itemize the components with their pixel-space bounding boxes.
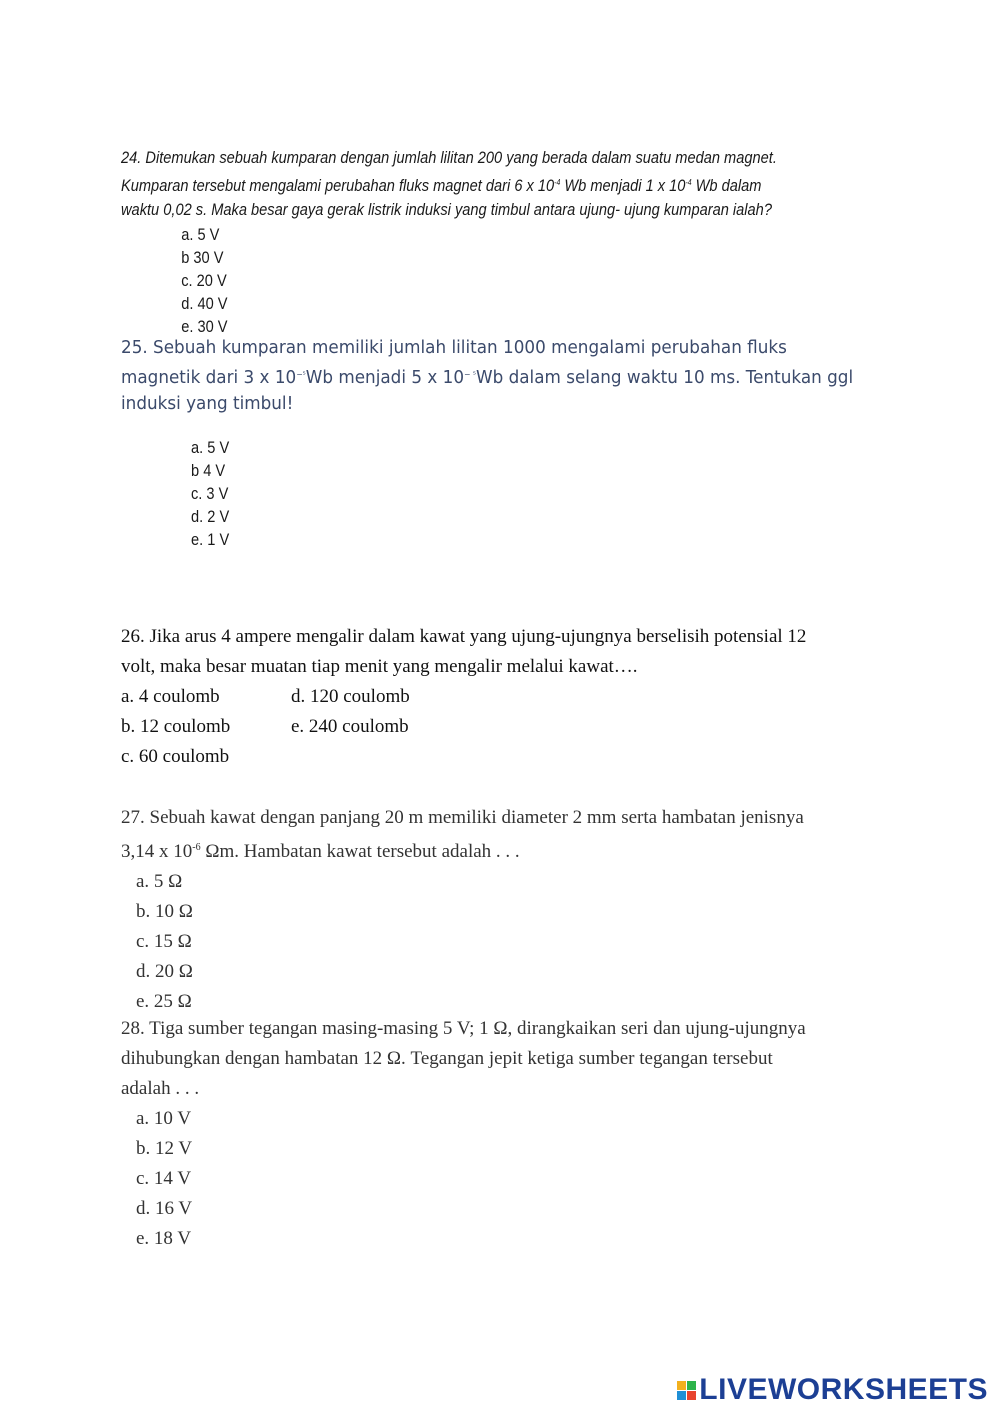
option-c[interactable]: c. 60 coulomb: [121, 746, 230, 767]
question-25-line-1: 25. Sebuah kumparan memiliki jumlah lilitan 1000 mengalami perubahan fluks: [121, 338, 787, 358]
option-a[interactable]: a. 4 coulomb: [121, 686, 220, 707]
question-26-option-row-1: [121, 682, 881, 712]
question-24-line-1: 24. Ditemukan sebuah kumparan dengan jumlah lilitan 200 yang berada dalam suatu medan magnet.: [121, 148, 777, 167]
option-b[interactable]: b 4 V: [191, 460, 226, 480]
question-24-stem: [121, 146, 777, 223]
option-a[interactable]: a. 5 V: [181, 224, 220, 244]
liveworksheets-logo-text: LIVEWORKSHEETS: [699, 1373, 988, 1406]
question-26-line-2: volt, maka besar muatan tiap menit yang mengalir melalui kawat….: [121, 656, 638, 677]
question-28: [121, 1014, 806, 1254]
option-d[interactable]: d. 120 coulomb: [291, 686, 410, 707]
question-27-options: [136, 867, 804, 1017]
option-c[interactable]: c. 15 Ω: [136, 931, 192, 952]
question-24-options: [181, 223, 777, 339]
option-a[interactable]: a. 5 V: [191, 437, 230, 457]
question-28-line-2: dihubungkan dengan hambatan 12 Ω. Tegangan jepit ketiga sumber tegangan tersebut: [121, 1048, 773, 1069]
option-e[interactable]: e. 30 V: [181, 317, 228, 337]
option-b[interactable]: b. 12 coulomb: [121, 716, 231, 737]
option-d[interactable]: d. 2 V: [191, 507, 230, 527]
option-d[interactable]: d. 20 Ω: [136, 961, 193, 982]
question-28-line-1: 28. Tiga sumber tegangan masing-masing 5 V; 1 Ω, dirangkaikan seri dan ujung-ujungnya: [121, 1018, 806, 1039]
question-27: [121, 803, 804, 1017]
option-c[interactable]: c. 20 V: [181, 270, 227, 290]
option-c[interactable]: c. 14 V: [136, 1168, 192, 1189]
question-26-stem: [121, 622, 881, 682]
question-27-stem: [121, 803, 804, 867]
question-26: [121, 622, 881, 772]
question-25-stem: [121, 335, 853, 418]
option-e[interactable]: e. 18 V: [136, 1228, 192, 1249]
question-24: [121, 146, 777, 339]
question-25-line-3: induksi yang timbul!: [121, 394, 294, 414]
option-a[interactable]: a. 5 Ω: [136, 871, 183, 892]
option-e[interactable]: e. 1 V: [191, 530, 230, 550]
question-25: [121, 335, 884, 552]
question-25-options: [191, 436, 787, 552]
option-d[interactable]: d. 40 V: [181, 294, 228, 314]
question-27-line-2: 3,14 x $10^{-6}$ Ωm. Hambatan kawat tersebut adalah . . .: [121, 841, 520, 862]
option-b[interactable]: b 30 V: [181, 247, 224, 267]
question-28-stem: [121, 1014, 806, 1104]
option-e[interactable]: e. 25 Ω: [136, 991, 192, 1012]
liveworksheets-logo-icon: [677, 1381, 696, 1400]
option-b[interactable]: b. 12 V: [136, 1138, 193, 1159]
liveworksheets-logo[interactable]: [677, 1373, 988, 1407]
question-27-line-1: 27. Sebuah kawat dengan panjang 20 m memiliki diameter 2 mm serta hambatan jenisnya: [121, 807, 804, 828]
question-28-line-3: adalah . . .: [121, 1078, 200, 1099]
question-24-line-3: waktu 0,02 s. Maka besar gaya gerak listrik induksi yang timbul antara ujung- ujung kumparan ialah?: [121, 200, 772, 219]
option-c[interactable]: c. 3 V: [191, 483, 229, 503]
question-28-options: [136, 1104, 806, 1254]
question-26-line-1: 26. Jika arus 4 ampere mengalir dalam kawat yang ujung-ujungnya berselisih potensial 12: [121, 626, 807, 647]
question-26-option-row-3: [121, 742, 881, 772]
question-26-option-row-2: [121, 712, 881, 742]
option-e[interactable]: e. 240 coulomb: [291, 716, 409, 737]
option-d[interactable]: d. 16 V: [136, 1198, 193, 1219]
option-a[interactable]: a. 10 V: [136, 1108, 192, 1129]
question-25-line-2: magnetik dari 3 x $10^{-^5}Wb$ menjadi 5 x $10^{- ^5}Wb$ dalam selang waktu 10 ms. Tentukan ggl: [121, 367, 854, 388]
question-24-line-2: Kumparan tersebut mengalami perubahan fluks magnet dari 6 x $10^{-4}$ Wb menjadi 1 x $10^{-4}$ Wb dalam: [121, 175, 762, 195]
option-b[interactable]: b. 10 Ω: [136, 901, 193, 922]
